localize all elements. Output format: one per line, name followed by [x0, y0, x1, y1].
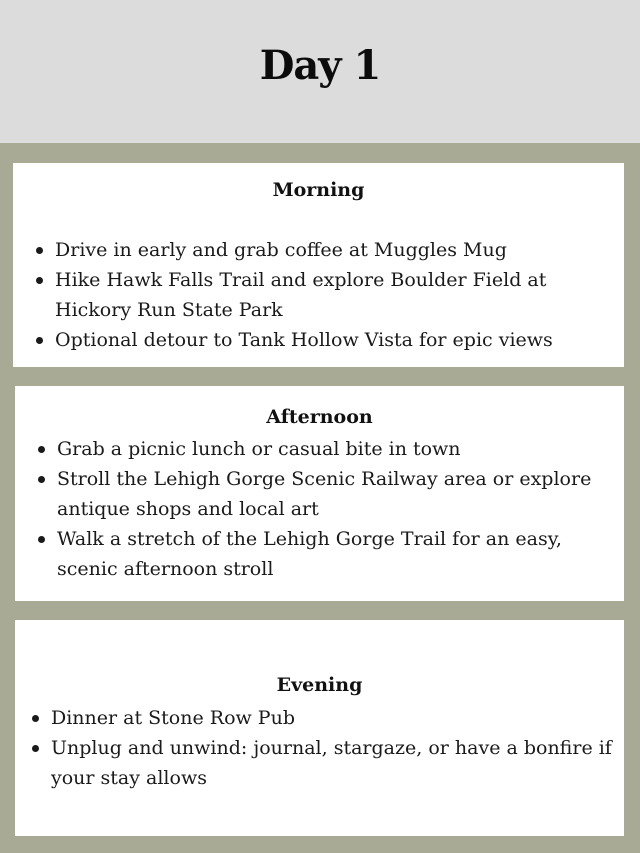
list-item-text: Drive in early and grab coffee at Muggles Mug [55, 239, 507, 261]
page-title: Day 1 [259, 42, 381, 89]
list-item [35, 235, 605, 265]
list-item [37, 524, 607, 584]
morning-title: Morning [272, 179, 365, 201]
list-item-text: Dinner at Stone Row Pub [51, 707, 295, 729]
list-item [35, 325, 605, 355]
page-header [0, 0, 640, 143]
evening-title: Evening [276, 674, 363, 696]
list-item [37, 434, 607, 464]
list-item-text: Unplug and unwind: journal, stargaze, or have a bonfire if your stay allows [51, 737, 612, 789]
afternoon-title: Afternoon [266, 406, 373, 428]
evening-card [15, 620, 624, 836]
list-item [37, 464, 607, 524]
bullet-icon [32, 745, 39, 752]
bullet-icon [38, 446, 45, 453]
morning-card [13, 163, 624, 367]
bullet-icon [36, 247, 43, 254]
list-item [31, 733, 616, 793]
morning-list [35, 235, 605, 355]
list-item [31, 703, 616, 733]
evening-list [31, 703, 616, 793]
bullet-icon [32, 715, 39, 722]
afternoon-list [37, 434, 607, 584]
bullet-icon [38, 476, 45, 483]
list-item-text: Grab a picnic lunch or casual bite in town [57, 438, 461, 460]
list-item-text: Optional detour to Tank Hollow Vista for epic views [55, 329, 553, 351]
bullet-icon [38, 536, 45, 543]
bullet-icon [36, 277, 43, 284]
list-item-text: Walk a stretch of the Lehigh Gorge Trail for an easy, scenic afternoon stroll [57, 528, 562, 580]
list-item-text: Stroll the Lehigh Gorge Scenic Railway area or explore antique shops and local art [57, 468, 592, 520]
bullet-icon [36, 337, 43, 344]
list-item-text: Hike Hawk Falls Trail and explore Boulder Field at Hickory Run State Park [55, 269, 547, 321]
afternoon-card [15, 386, 624, 601]
list-item [35, 265, 605, 325]
